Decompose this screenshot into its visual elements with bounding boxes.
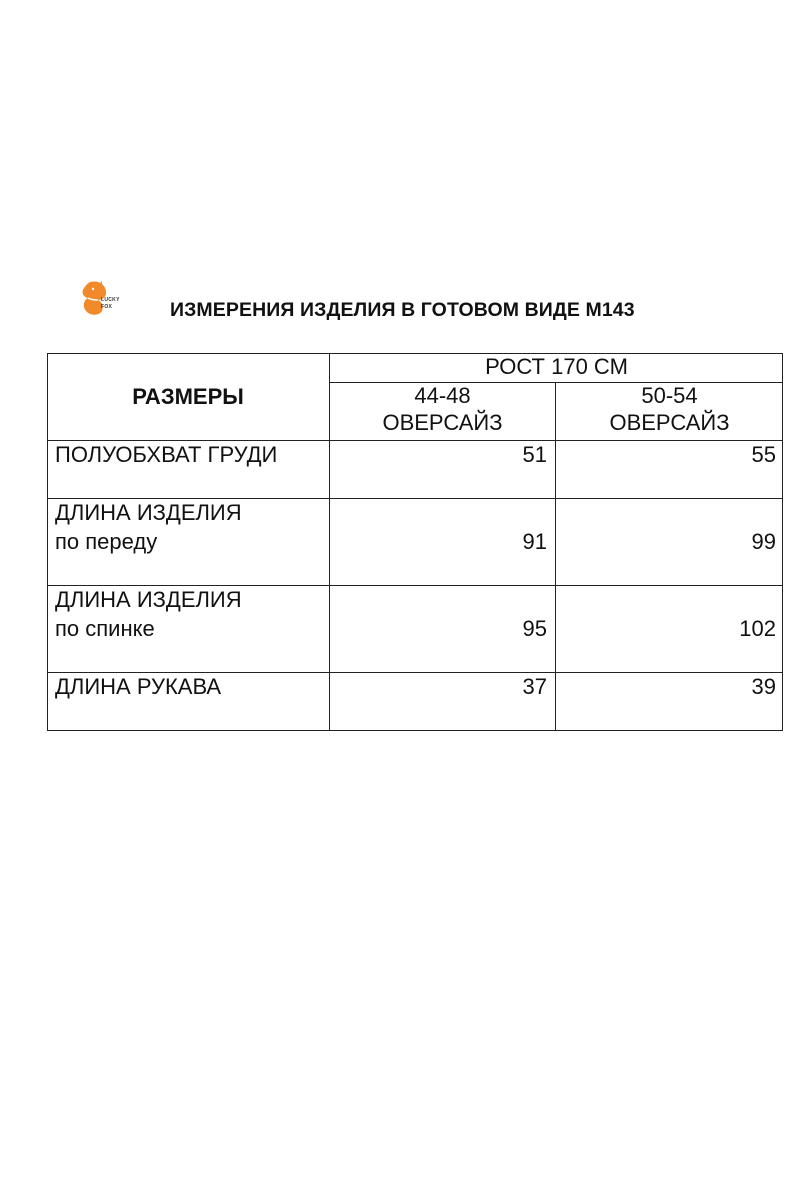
row-2-value-2: 99 (751, 529, 776, 554)
row-1-value-1: 51 (522, 442, 547, 467)
row-2-value-1: 91 (522, 529, 547, 554)
page-title: ИЗМЕРЕНИЯ ИЗДЕЛИЯ В ГОТОВОМ ВИДЕ М143 (170, 299, 635, 321)
row-2-label-sub: по переду (55, 529, 158, 554)
row-3-value-2: 102 (739, 616, 776, 641)
brand-name-line2: FOX (101, 304, 113, 310)
size-column-1-range: 44-48 (414, 383, 471, 408)
measurements-table (47, 353, 783, 731)
row-3-label-sub: по спинке (55, 616, 155, 641)
row-1-value-2: 55 (751, 442, 776, 467)
row-3-value-1: 95 (522, 616, 547, 641)
size-column-2-fit: ОВЕРСАЙЗ (609, 410, 730, 435)
row-3-label: ДЛИНА ИЗДЕЛИЯ (55, 587, 242, 612)
size-column-1-fit: ОВЕРСАЙЗ (382, 410, 503, 435)
row-4-value-2: 39 (751, 674, 776, 699)
sizes-header: РАЗМЕРЫ (132, 384, 244, 409)
row-4-value-1: 37 (522, 674, 547, 699)
table-border-bottom (47, 730, 783, 731)
row-2-label: ДЛИНА ИЗДЕЛИЯ (55, 500, 242, 525)
height-header: РОСТ 170 СМ (485, 354, 628, 379)
row-4-label: ДЛИНА РУКАВА (55, 674, 222, 699)
size-column-2-range: 50-54 (641, 383, 698, 408)
row-1-label: ПОЛУОБХВАТ ГРУДИ (55, 442, 278, 467)
brand-name-line1: LUCKY (101, 297, 120, 303)
